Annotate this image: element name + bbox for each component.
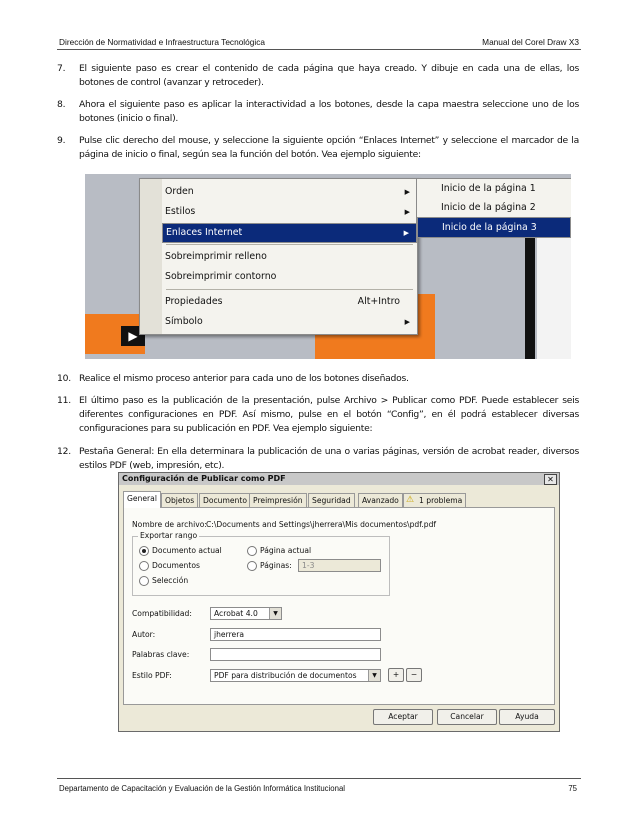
pdf-settings-dialog: [118, 472, 560, 732]
tab-problema[interactable]: ⚠ 1 problema: [403, 493, 466, 507]
chevron-right-icon: ▶: [404, 318, 410, 326]
pages-input[interactable]: 1-3: [298, 559, 381, 572]
tab-preimpresion[interactable]: Preimpresión: [249, 493, 307, 507]
footer-left: Departamento de Capacitación y Evaluación de la Gestión Informática Institucional: [59, 784, 346, 793]
help-button[interactable]: Ayuda: [499, 709, 555, 725]
ok-button[interactable]: Aceptar: [373, 709, 433, 725]
chevron-right-icon: ▶: [404, 188, 410, 196]
radio-documento-actual[interactable]: [139, 546, 149, 556]
menu-item-orden[interactable]: Orden ▶: [162, 183, 417, 201]
filename-value: C:\Documents and Settings\jherrera\Mis documentos\pdf.pdf: [206, 520, 437, 529]
menu-separator: [166, 289, 413, 290]
compat-label: Compatibilidad:: [132, 609, 192, 618]
submenu-item[interactable]: Inicio de la página 2: [441, 202, 536, 213]
chevron-down-icon: ▼: [368, 670, 380, 681]
menu-item-sobreimprimir-contorno[interactable]: Sobreimprimir contorno: [165, 271, 277, 282]
submenu-item[interactable]: Inicio de la página 3: [417, 217, 571, 238]
list-item: 8. Ahora el siguiente paso es aplicar la interactividad a los botones, desde la capa maestra seleccione uno de los botones (inicio o final).: [57, 99, 579, 124]
play-button-icon: ▶: [121, 326, 145, 346]
menu-item-estilos[interactable]: Estilos ▶: [162, 203, 417, 221]
compat-select[interactable]: Acrobat 4.0 ▼: [210, 607, 282, 620]
author-label: Autor:: [132, 630, 156, 639]
tab-objetos[interactable]: Objetos: [161, 493, 198, 507]
filename-label: Nombre de archivo:: [132, 520, 207, 529]
page-number: 75: [568, 784, 577, 793]
range-legend: Exportar rango: [140, 531, 198, 540]
header-left: Dirección de Normatividad e Infraestructura Tecnológica: [59, 37, 265, 47]
context-menu: [139, 178, 418, 335]
list-item: 12. Pestaña General: En ella determinara la publicación de una o varias páginas, versión de acrobat reader, diversos estilos PDF (web, impresión, etc).: [57, 446, 579, 471]
cancel-button[interactable]: Cancelar: [437, 709, 497, 725]
warning-icon: ⚠: [406, 495, 415, 505]
black-bar: [525, 234, 535, 359]
tab-seguridad[interactable]: Seguridad: [308, 493, 355, 507]
style-label: Estilo PDF:: [132, 671, 172, 680]
chevron-right-icon: ▶: [404, 208, 410, 216]
remove-style-button[interactable]: −: [406, 668, 422, 682]
menu-item-enlaces-internet[interactable]: Enlaces Internet ▶: [162, 223, 417, 243]
list-item: 10. Realice el mismo proceso anterior para cada uno de los botones diseñados.: [57, 373, 409, 384]
list-item: 11. El último paso es la publicación de la presentación, pulse Archivo > Publicar como PDF. Puede establecer seis diferentes configuraciones en PDF. Así mismo, pulse en el botón “Config”, en él podrá establecer diversas configuraciones para su publicación en PDF. Vea ejemplo siguiente:: [57, 395, 579, 434]
submenu-enlaces: [416, 178, 571, 238]
list-item: 9. Pulse clic derecho del mouse, y seleccione la siguiente opción “Enlaces Internet” y seleccione el marcador de la página de inicio o final, según sea la función del botón. Vea ejemplo siguiente:: [57, 135, 579, 160]
export-range-group: Exportar rango Documento actual Documentos Selección Página actual Páginas: 1-3: [132, 536, 390, 596]
menu-item-simbolo[interactable]: Símbolo ▶: [162, 313, 417, 331]
style-select[interactable]: PDF para distribución de documentos ▼: [210, 669, 381, 682]
menu-item-propiedades[interactable]: Propiedades Alt+Intro: [165, 296, 400, 307]
keywords-input[interactable]: [210, 648, 381, 661]
radio-pagina-actual[interactable]: [247, 546, 257, 556]
context-menu-screenshot: [85, 174, 571, 359]
tab-general[interactable]: General: [123, 491, 161, 508]
menu-separator: [166, 244, 413, 245]
close-icon[interactable]: ✕: [544, 474, 557, 485]
chevron-down-icon: ▼: [269, 608, 281, 619]
tab-avanzado[interactable]: Avanzado: [358, 493, 403, 507]
tab-documento[interactable]: Documento: [199, 493, 251, 507]
menu-item-sobreimprimir-relleno[interactable]: Sobreimprimir relleno: [165, 251, 267, 262]
radio-paginas[interactable]: [247, 561, 257, 571]
radio-seleccion[interactable]: [139, 576, 149, 586]
dialog-title: Configuración de Publicar como PDF: [119, 473, 559, 485]
submenu-item[interactable]: Inicio de la página 1: [441, 183, 536, 194]
page-footer: [57, 778, 581, 796]
list-item: 7. El siguiente paso es crear el contenido de cada página que haya creado. Y dibuje en cada una de ellas, los botones de control (avanzar y retroceder).: [57, 63, 579, 88]
add-style-button[interactable]: +: [388, 668, 404, 682]
white-bar: [537, 234, 571, 359]
author-input[interactable]: jherrera: [210, 628, 381, 641]
keywords-label: Palabras clave:: [132, 650, 190, 659]
radio-documentos[interactable]: [139, 561, 149, 571]
general-panel: [123, 507, 555, 705]
header-right: Manual del Corel Draw X3: [482, 37, 579, 47]
chevron-right-icon: ▶: [403, 229, 409, 237]
page-header: [57, 36, 581, 50]
